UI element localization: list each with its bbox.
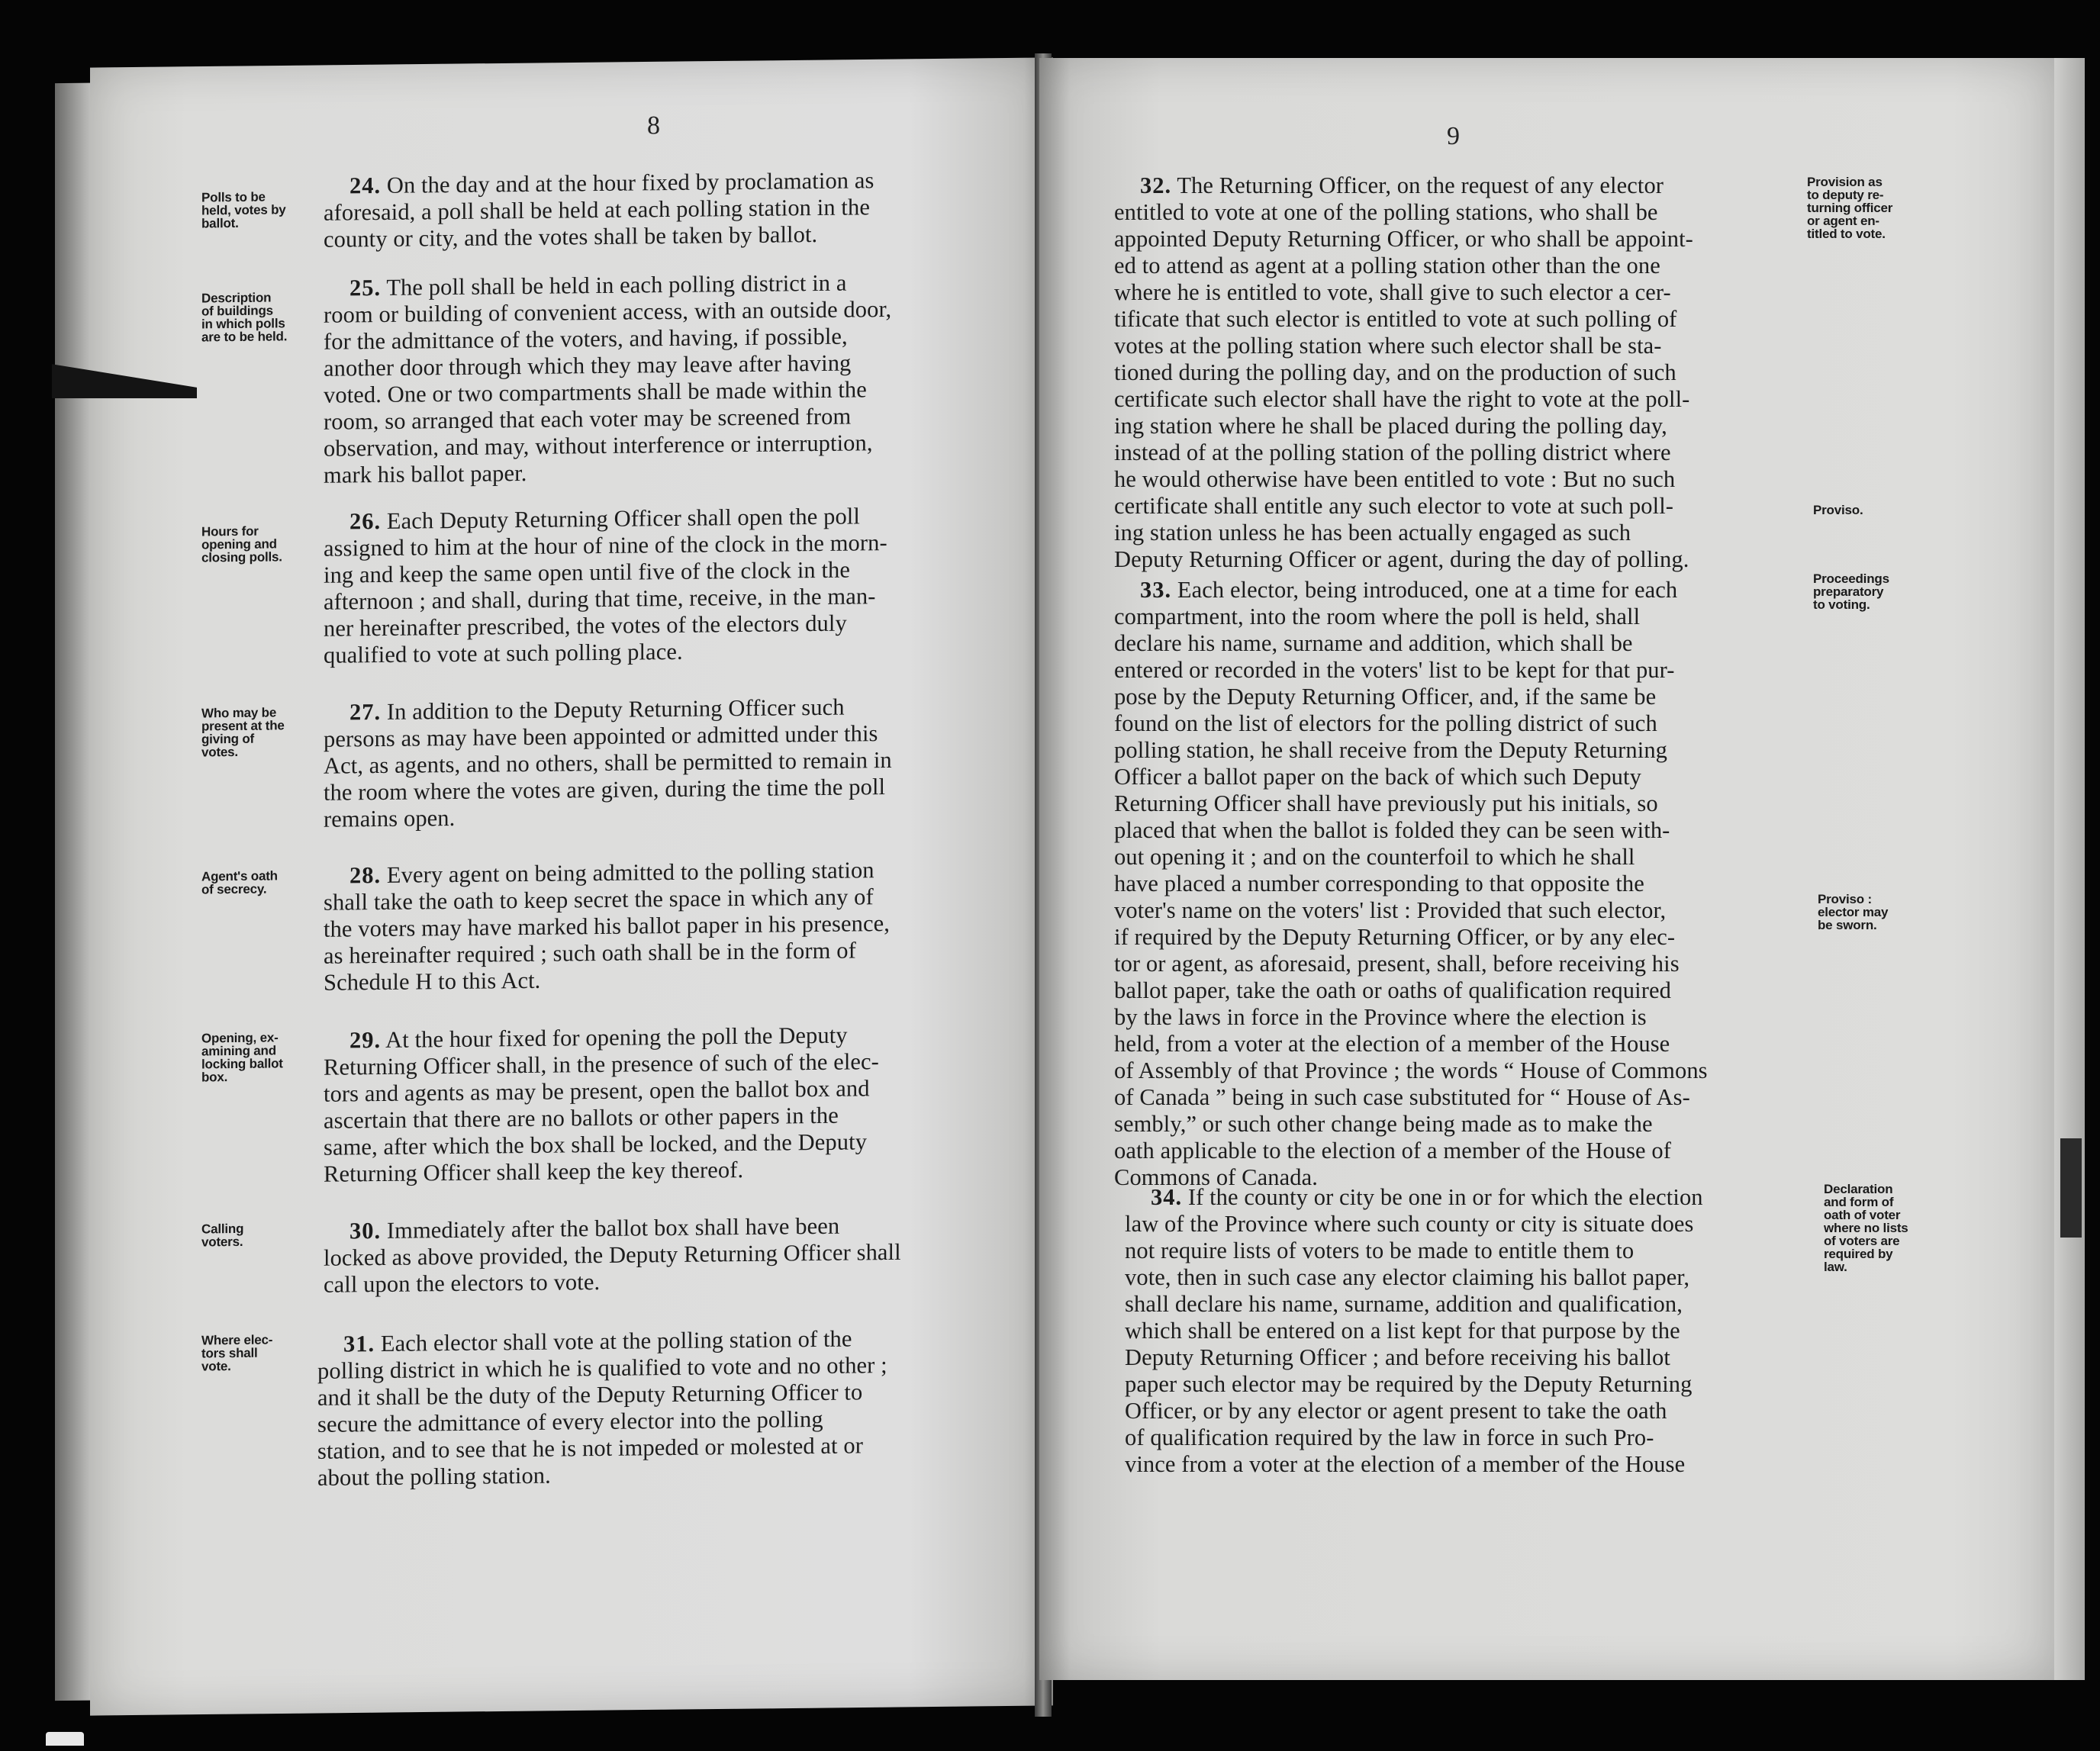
margin-note-line: law.	[1824, 1260, 1847, 1274]
margin-note-32b	[1813, 504, 1863, 517]
para-line: sembly,” or such other change being made as to make the	[1114, 1111, 1653, 1137]
para-line: of Canada ” being in such case substituted for “ House of As-	[1114, 1084, 1690, 1110]
para-line: secure the admittance of every elector into the polling	[317, 1405, 823, 1437]
para-line: shall take the oath to keep secret the space in which any of	[324, 884, 874, 916]
para-line: which shall be entered on a list kept for that purpose by the	[1125, 1318, 1680, 1344]
margin-note-32a	[1807, 175, 1892, 240]
margin-note-line: closing polls.	[201, 549, 282, 565]
margin-note-line: be sworn.	[1818, 918, 1877, 932]
para-line: ing and keep the same open until five of the clock in the	[324, 556, 851, 588]
para-line: tors and agents as may be present, open the ballot box and	[324, 1075, 870, 1107]
para-line: Officer a ballot paper on the back of which such Deputy	[1114, 764, 1641, 790]
para-line: held, from a voter at the election of a member of the House	[1114, 1031, 1670, 1057]
margin-note-line: Who may be	[201, 705, 277, 721]
margin-note-line: locking ballot	[201, 1056, 283, 1072]
line-text: Each Deputy Returning Officer shall open the poll	[386, 503, 860, 534]
line-text: On the day and at the hour fixed by proclamation as	[386, 167, 874, 198]
para-line: aforesaid, a poll shall be held at each polling station in the	[324, 194, 870, 226]
section-number: 27.	[349, 698, 382, 726]
section-number: 34.	[1151, 1184, 1183, 1210]
margin-note-33a	[1813, 572, 1889, 611]
margin-note-line: ballot.	[201, 215, 239, 231]
para-line: remains open.	[324, 804, 456, 832]
para-line: Returning Officer shall keep the key thereof.	[324, 1157, 744, 1187]
para-line: polling district in which he is qualified to vote and no other ;	[317, 1352, 887, 1384]
para-line: ing station unless he has been actually engaged as such	[1114, 520, 1631, 546]
para-line: Officer, or by any elector or agent present to take the oath	[1125, 1398, 1667, 1424]
section-number: 29.	[349, 1026, 382, 1054]
para-line: entitled to vote at one of the polling stations, who shall be	[1114, 199, 1658, 225]
margin-note-line: in which polls	[201, 316, 285, 332]
para-line: Act, as agents, and no others, shall be permitted to remain in	[324, 746, 892, 779]
margin-note-line: Proviso :	[1818, 892, 1872, 906]
para-line	[1114, 577, 1798, 604]
para-line: the room where the votes are given, during the time the poll	[324, 774, 886, 806]
para-line: persons as may have been appointed or admitted under this	[324, 720, 878, 752]
line-text: Immediately after the ballot box shall have been	[386, 1212, 840, 1244]
margin-note-line: of voters are	[1824, 1234, 1900, 1248]
para-line: locked as above provided, the Deputy Returning Officer shall	[324, 1238, 901, 1271]
para-line: the voters may have marked his ballot paper in his presence,	[324, 910, 890, 942]
para-line: declare his name, surname and addition, which shall be	[1114, 630, 1633, 656]
section-32	[1114, 172, 1798, 573]
para-line: as hereinafter required ; such oath shall be in the form of	[324, 937, 856, 969]
para-line: call upon the electors to vote.	[324, 1268, 601, 1298]
para-line: vote, then in such case any elector claiming his ballot paper,	[1125, 1264, 1690, 1290]
para-line: if required by the Deputy Returning Officer, or by any elec-	[1114, 924, 1676, 950]
para-line: certificate such elector shall have the right to vote at the poll-	[1114, 386, 1690, 412]
margin-note-line: to deputy re-	[1807, 188, 1884, 202]
line-text: Each elector shall vote at the polling station of the	[380, 1325, 852, 1357]
para-line: pose by the Deputy Returning Officer, and, if the same be	[1114, 684, 1657, 710]
para-line: mark his ballot paper.	[324, 459, 527, 488]
margin-note-33b	[1818, 893, 1888, 932]
para-line: for the admittance of the voters, and having, if possible,	[324, 323, 848, 355]
line-text: The poll shall be held in each polling district in a	[386, 269, 847, 301]
margin-note-line: Opening, ex-	[201, 1030, 279, 1046]
para-line: oath applicable to the election of a member of the House of	[1114, 1138, 1672, 1164]
para-line: appointed Deputy Returning Officer, or who shall be appoint-	[1114, 226, 1693, 252]
margin-note-line: to voting.	[1813, 597, 1870, 612]
section-number: 28.	[349, 861, 382, 889]
margin-note-line: Agent's oath	[201, 868, 278, 884]
section-number: 32.	[1140, 172, 1172, 198]
para-line: paper such elector may be required by the Deputy Returning	[1125, 1371, 1693, 1397]
margin-note-line: Proceedings	[1813, 571, 1889, 586]
margin-note-line: Polls to be	[201, 189, 266, 205]
section-number: 33.	[1140, 577, 1172, 603]
para-line	[1125, 1184, 1819, 1211]
line-text: The Returning Officer, on the request of any elector	[1177, 172, 1664, 198]
para-line: voter's name on the voters' list : Provided that such elector,	[1114, 897, 1667, 923]
line-text: If the county or city be one in or for which the election	[1187, 1184, 1703, 1210]
margin-note-line: present at the	[201, 718, 285, 734]
margin-note-line: opening and	[201, 536, 277, 552]
margin-note-line: turning officer	[1807, 201, 1893, 215]
para-line: certificate shall entitle any such elector to vote at such poll-	[1114, 493, 1674, 519]
margin-note-line: of buildings	[201, 303, 273, 319]
para-line: tioned during the polling day, and on the production of such	[1114, 359, 1676, 385]
para-line: and it shall be the duty of the Deputy Returning Officer to	[317, 1379, 863, 1411]
margin-note-line: giving of	[201, 731, 255, 747]
para-line: Schedule H to this Act.	[324, 967, 541, 996]
para-line: qualified to vote at such polling place.	[324, 638, 683, 668]
para-line: he would otherwise have been entitled to vote : But no such	[1114, 466, 1676, 492]
section-number: 31.	[343, 1331, 375, 1357]
section-number: 30.	[349, 1217, 382, 1244]
para-line	[1114, 172, 1798, 199]
margin-note-line: of secrecy.	[201, 881, 267, 897]
margin-note-line: votes.	[201, 744, 238, 760]
para-line: room or building of convenient access, with an outside door,	[324, 295, 892, 328]
para-line: entered or recorded in the voters' list to be kept for that pur-	[1114, 657, 1675, 683]
margin-note-line: Provision as	[1807, 175, 1883, 189]
para-line: another door through which they may leave after having	[324, 349, 852, 381]
margin-note-line: Declaration	[1824, 1182, 1893, 1196]
para-line: assigned to him at the hour of nine of the clock in the morn-	[324, 529, 887, 562]
para-line: of Assembly of that Province ; the words “ House of Commons	[1114, 1057, 1708, 1083]
para-line: shall declare his name, surname, addition and qualification,	[1125, 1291, 1683, 1317]
page-number-left: 8	[647, 111, 660, 140]
para-line: ballot paper, take the oath or oaths of qualification required	[1114, 977, 1671, 1003]
para-line: found on the list of electors for the polling district of such	[1114, 710, 1657, 736]
margin-note-line: Description	[201, 290, 272, 306]
margin-note-line: or agent en-	[1807, 214, 1879, 228]
para-line: Deputy Returning Officer or agent, during the day of polling.	[1114, 546, 1689, 572]
para-line: by the laws in force in the Province where the election is	[1114, 1004, 1647, 1030]
para-line: ed to attend as agent at a polling station other than the one	[1114, 253, 1660, 278]
page-number-right: 9	[1447, 122, 1460, 150]
para-line: ner hereinafter prescribed, the votes of the electors duly	[324, 610, 847, 642]
para-line: station, and to see that he is not impeded or molested at or	[317, 1432, 863, 1464]
margin-note-line: Calling	[201, 1221, 244, 1237]
margin-note-line: oath of voter	[1824, 1208, 1901, 1222]
para-line: of qualification required by the law in force in such Pro-	[1125, 1424, 1654, 1450]
para-line: not require lists of voters to be made to entitle them to	[1125, 1238, 1635, 1263]
section-33	[1114, 577, 1798, 1191]
line-text: Every agent on being admitted to the polling station	[386, 857, 874, 888]
para-line: Deputy Returning Officer ; and before receiving his ballot	[1125, 1344, 1670, 1370]
margin-note-line: titled to vote.	[1807, 227, 1886, 241]
margin-note-34	[1824, 1183, 1908, 1273]
para-line: observation, and may, without interference or interruption,	[324, 430, 873, 462]
para-line: ascertain that there are no ballots or other papers in the	[324, 1102, 839, 1134]
para-line: vince from a voter at the election of a member of the House	[1125, 1451, 1686, 1477]
margin-note-line: Proviso.	[1813, 503, 1863, 517]
margin-note-line: elector may	[1818, 905, 1889, 919]
margin-note-line: preparatory	[1813, 584, 1884, 599]
section-number: 26.	[349, 507, 382, 535]
margin-note-line: Where elec-	[201, 1332, 273, 1348]
margin-note-line: tors shall	[201, 1345, 258, 1361]
margin-note-line: required by	[1824, 1247, 1893, 1261]
margin-note-line: held, votes by	[201, 202, 286, 218]
para-line: tor or agent, as aforesaid, present, shall, before receiving his	[1114, 951, 1680, 977]
para-line: room, so arranged that each voter may be screened from	[324, 403, 852, 435]
para-line: law of the Province where such county or city is situate does	[1125, 1211, 1694, 1237]
para-line: Returning Officer shall have previously put his initials, so	[1114, 790, 1658, 816]
para-line: about the polling station.	[317, 1462, 551, 1491]
para-line: ing station where he shall be placed during the polling day,	[1114, 413, 1667, 439]
section-34	[1125, 1184, 1819, 1478]
para-line: out opening it ; and on the counterfoil to which he shall	[1114, 844, 1635, 870]
section-number: 24.	[349, 172, 382, 199]
para-line: county or city, and the votes shall be taken by ballot.	[324, 221, 818, 253]
para-line: polling station, he shall receive from the Deputy Returning	[1114, 737, 1668, 763]
para-line: votes at the polling station where such elector shall be sta-	[1114, 333, 1662, 359]
para-line: compartment, into the room where the poll is held, shall	[1114, 604, 1641, 629]
line-text: At the hour fixed for opening the poll the Deputy	[385, 1022, 848, 1053]
line-text: In addition to the Deputy Returning Officer such	[386, 694, 845, 725]
para-line: where he is entitled to vote, shall give to such elector a cer-	[1114, 279, 1671, 305]
para-line: Returning Officer shall, in the presence of such of the elec-	[324, 1048, 879, 1080]
para-line: have placed a number corresponding to that opposite the	[1114, 871, 1644, 896]
para-line: Commons of Canada.	[1114, 1164, 1318, 1190]
para-line: afternoon ; and shall, during that time, receive, in the man-	[324, 583, 876, 615]
margin-note-line: are to be held.	[201, 329, 288, 345]
margin-note-line: voters.	[201, 1234, 243, 1250]
line-text: Each elector, being introduced, one at a time for each	[1177, 577, 1678, 603]
para-line: tificate that such elector is entitled to vote at such polling of	[1114, 306, 1677, 332]
margin-note-line: Hours for	[201, 523, 259, 539]
para-line: same, after which the box shall be locked, and the Deputy	[324, 1128, 868, 1160]
margin-note-line: where no lists	[1824, 1221, 1908, 1235]
para-line: voted. One or two compartments shall be made within the	[324, 376, 867, 408]
margin-note-line: vote.	[201, 1359, 231, 1374]
para-line: instead of at the polling station of the polling district where	[1114, 439, 1671, 465]
margin-note-line: and form of	[1824, 1195, 1894, 1209]
margin-note-line: box.	[201, 1070, 228, 1085]
margin-note-line: amining and	[201, 1043, 276, 1059]
para-line: placed that when the ballot is folded they can be seen with-	[1114, 817, 1670, 843]
section-number: 25.	[349, 274, 382, 301]
